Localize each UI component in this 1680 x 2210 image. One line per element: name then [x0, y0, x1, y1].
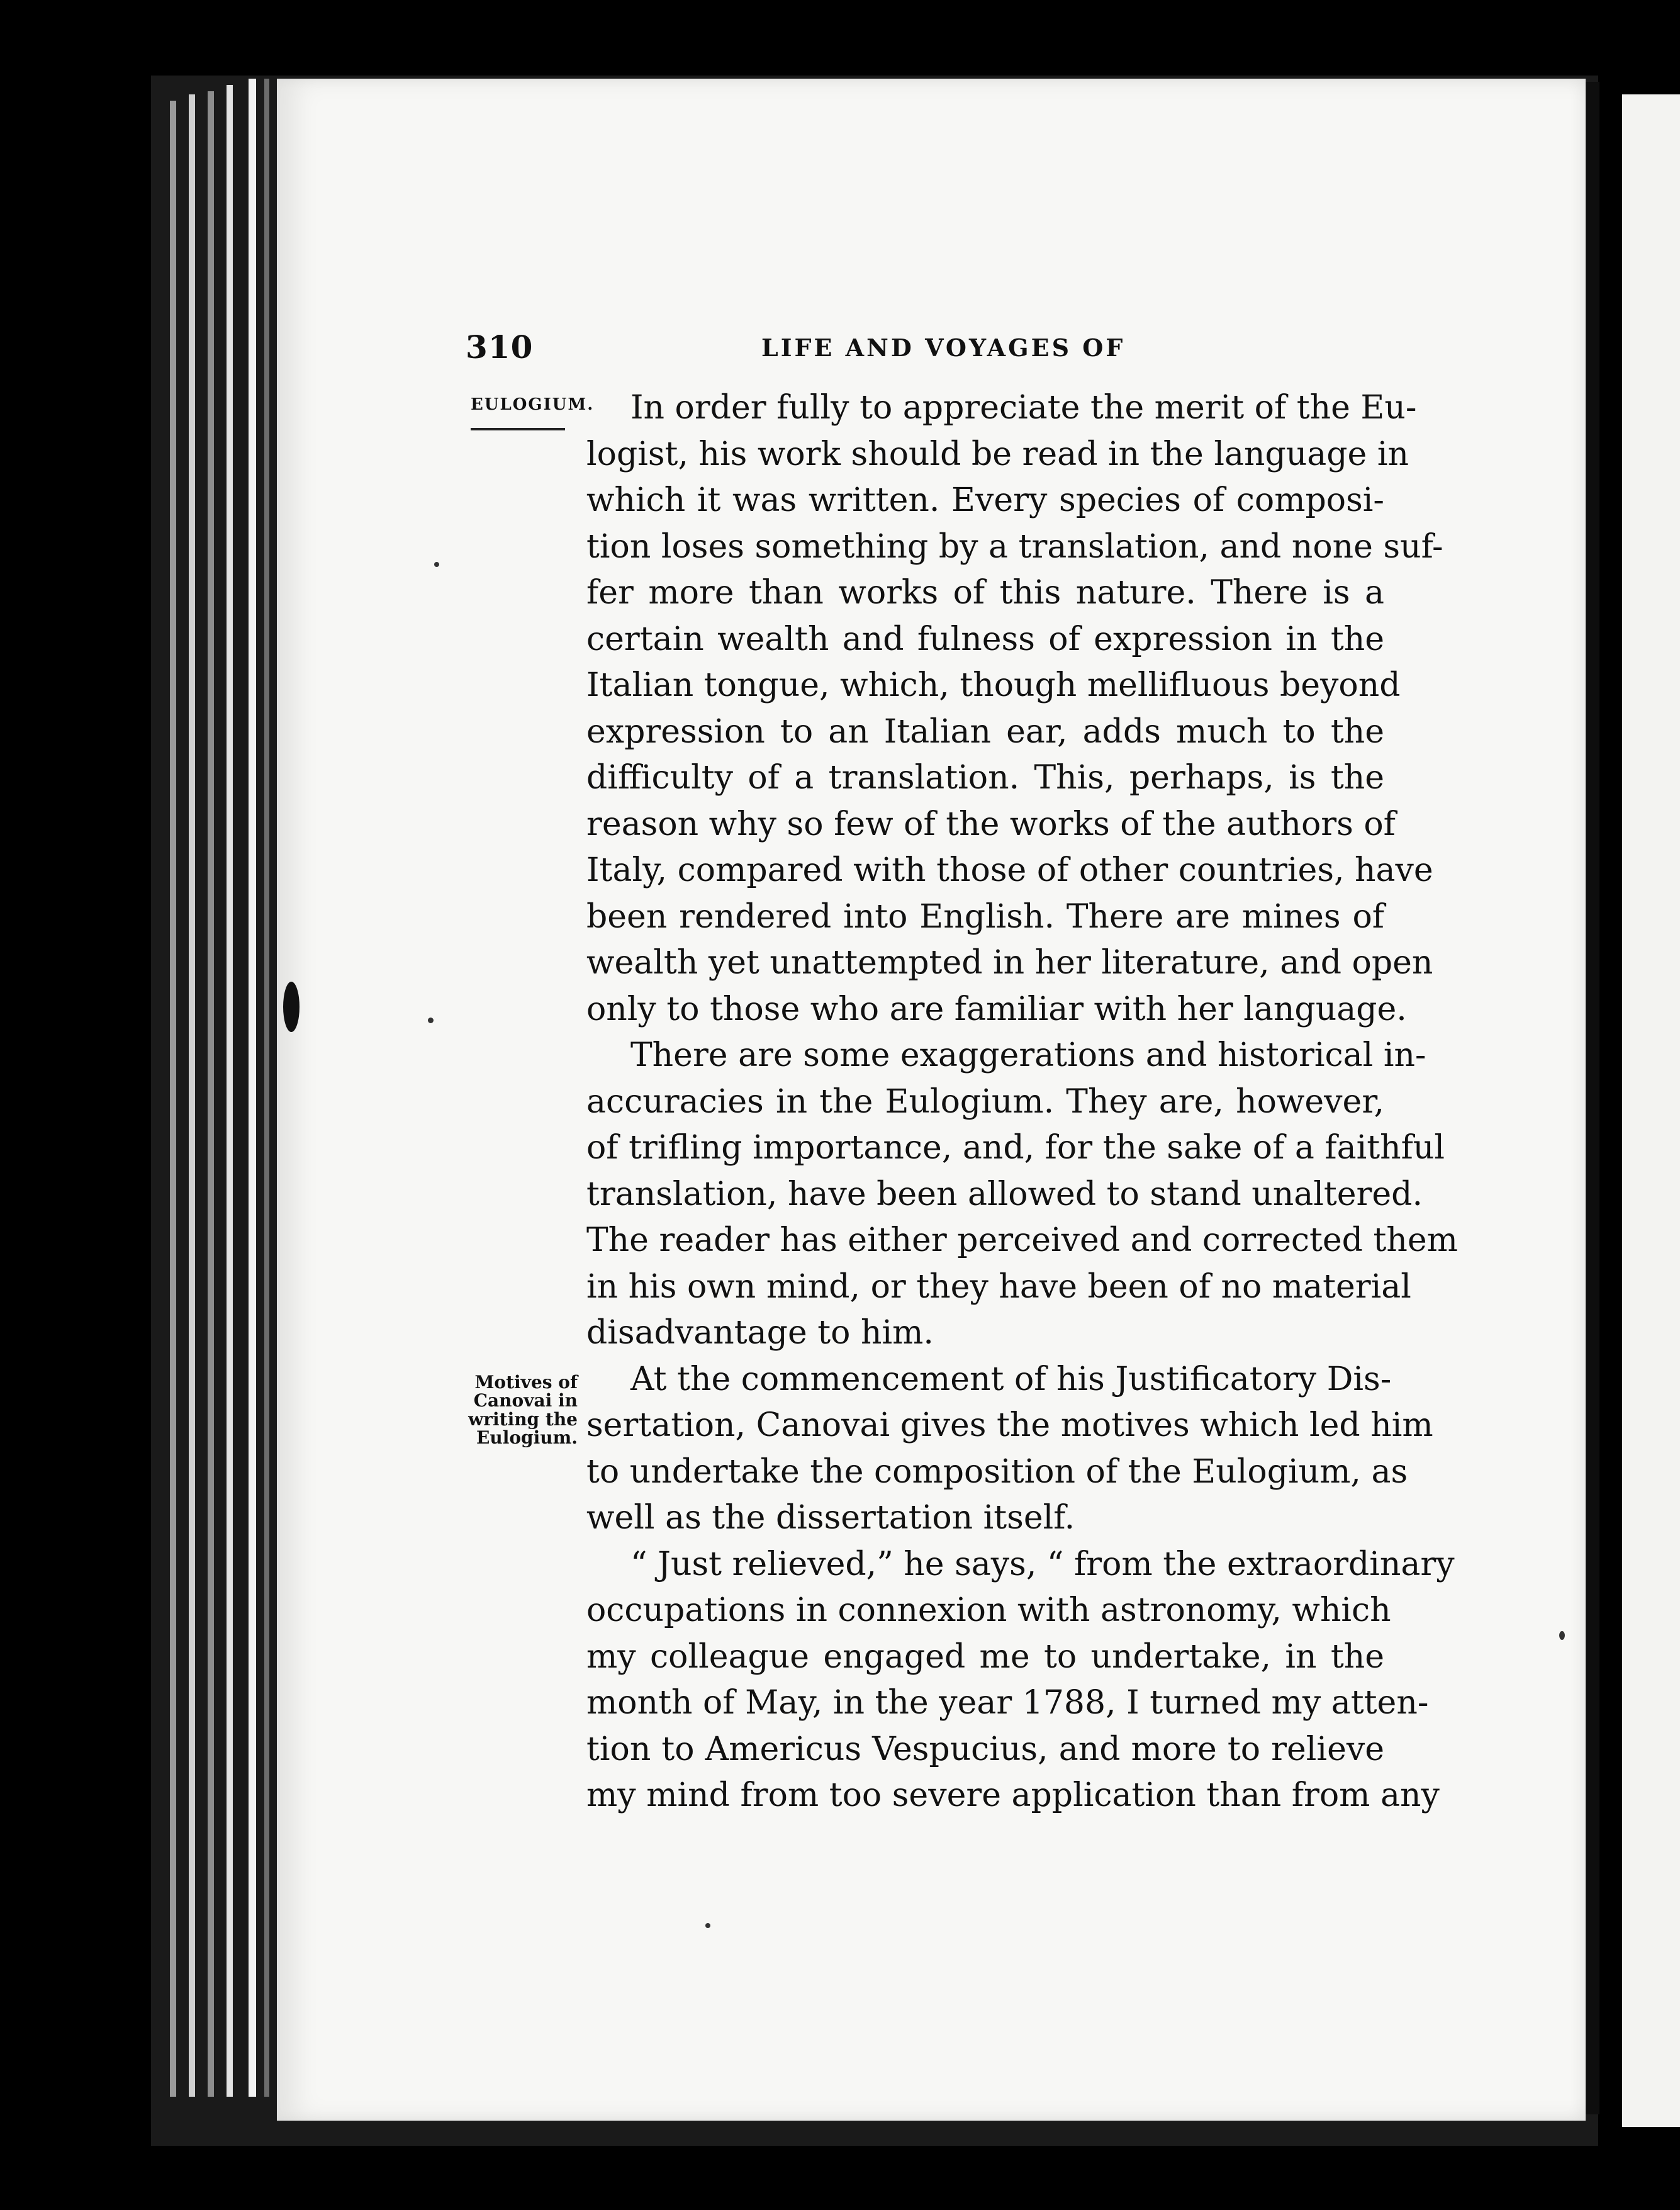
- text-line: In order fully to appreciate the merit of the Eu-: [630, 389, 1417, 427]
- text-line: Italian tongue, which, though mellifluous beyond: [586, 666, 1401, 704]
- margin-note-line: writing the: [468, 1408, 578, 1430]
- text-line: to undertake the composition of the Eulogium, as: [586, 1452, 1408, 1491]
- text-line: logist, his work should be read in the language in: [586, 435, 1409, 473]
- text-line: reason why so few of the works of the authors of: [586, 805, 1396, 843]
- margin-note-motives: [461, 1373, 578, 1447]
- text-line: well as the dissertation itself.: [586, 1499, 1075, 1537]
- text-line: Italy, compared with those of other countries, have: [586, 851, 1433, 889]
- scan-speck: [1559, 1631, 1565, 1640]
- page-edge: [227, 85, 233, 2097]
- text-line: accuracies in the Eulogium. They are, however,: [586, 1082, 1384, 1121]
- paragraph: [586, 1033, 1458, 1357]
- page-edge: [249, 79, 256, 2097]
- paragraph: [586, 1357, 1433, 1542]
- paragraph: [586, 385, 1443, 1033]
- margin-note-line: Canovai in: [473, 1390, 578, 1411]
- text-line: difficulty of a translation. This, perhaps, is the: [586, 759, 1384, 797]
- margin-note-line: Eulogium.: [476, 1427, 578, 1449]
- page-edge: [208, 91, 214, 2097]
- body-text: [586, 385, 1458, 1819]
- text-line: my mind from too severe application than from any: [586, 1776, 1440, 1814]
- text-line: certain wealth and fulness of expression in the: [586, 620, 1384, 658]
- page-edge: [189, 94, 195, 2097]
- scan-speck: [434, 562, 439, 567]
- text-line: occupations in connexion with astronomy, which: [586, 1591, 1391, 1629]
- text-line: At the commencement of his Justificatory Dis-: [630, 1360, 1392, 1398]
- text-line: “ Just relieved,” he says, “ from the extraordinary: [630, 1545, 1455, 1583]
- text-line: fer more than works of this nature. There is a: [586, 574, 1384, 612]
- text-line: of trifling importance, and, for the sake of a faithful: [586, 1129, 1445, 1167]
- text-line: sertation, Canovai gives the motives which led him: [586, 1406, 1433, 1444]
- book-gutter: [1586, 82, 1599, 2114]
- page-number: 310: [466, 328, 534, 366]
- page-header: [466, 328, 1384, 366]
- text-line: expression to an Italian ear, adds much to the: [586, 712, 1384, 751]
- margin-note-line: Motives of: [474, 1372, 578, 1393]
- margin-note-eulogium: EULOGIUM.: [471, 395, 595, 414]
- scan-speck: [283, 982, 300, 1032]
- scan-speck: [705, 1923, 710, 1928]
- margin-note-rule: [471, 428, 565, 430]
- text-line: tion to Americus Vespucius, and more to relieve: [586, 1730, 1384, 1768]
- running-head: LIFE AND VOYAGES OF: [761, 334, 1126, 362]
- text-line: in his own mind, or they have been of no material: [586, 1267, 1411, 1306]
- text-line: disadvantage to him.: [586, 1314, 934, 1352]
- text-line: There are some exaggerations and historical in-: [630, 1036, 1426, 1074]
- text-line: month of May, in the year 1788, I turned my atten-: [586, 1684, 1429, 1722]
- text-line: translation, have been allowed to stand unaltered.: [586, 1175, 1423, 1213]
- text-line: which it was written. Every species of composi-: [586, 481, 1384, 519]
- page-edge: [170, 101, 176, 2097]
- paragraph: [586, 1542, 1455, 1819]
- text-line: my colleague engaged me to undertake, in the: [586, 1637, 1384, 1676]
- facing-page-edge: [1622, 94, 1680, 2127]
- text-line: The reader has either perceived and corrected them: [586, 1221, 1458, 1259]
- text-line: only to those who are familiar with her language.: [586, 990, 1407, 1028]
- text-line: wealth yet unattempted in her literature, and open: [586, 944, 1433, 982]
- text-line: been rendered into English. There are mines of: [586, 897, 1384, 936]
- scan-speck: [428, 1018, 434, 1023]
- page-edge: [264, 79, 269, 2097]
- text-line: tion loses something by a translation, and none suf-: [586, 527, 1443, 566]
